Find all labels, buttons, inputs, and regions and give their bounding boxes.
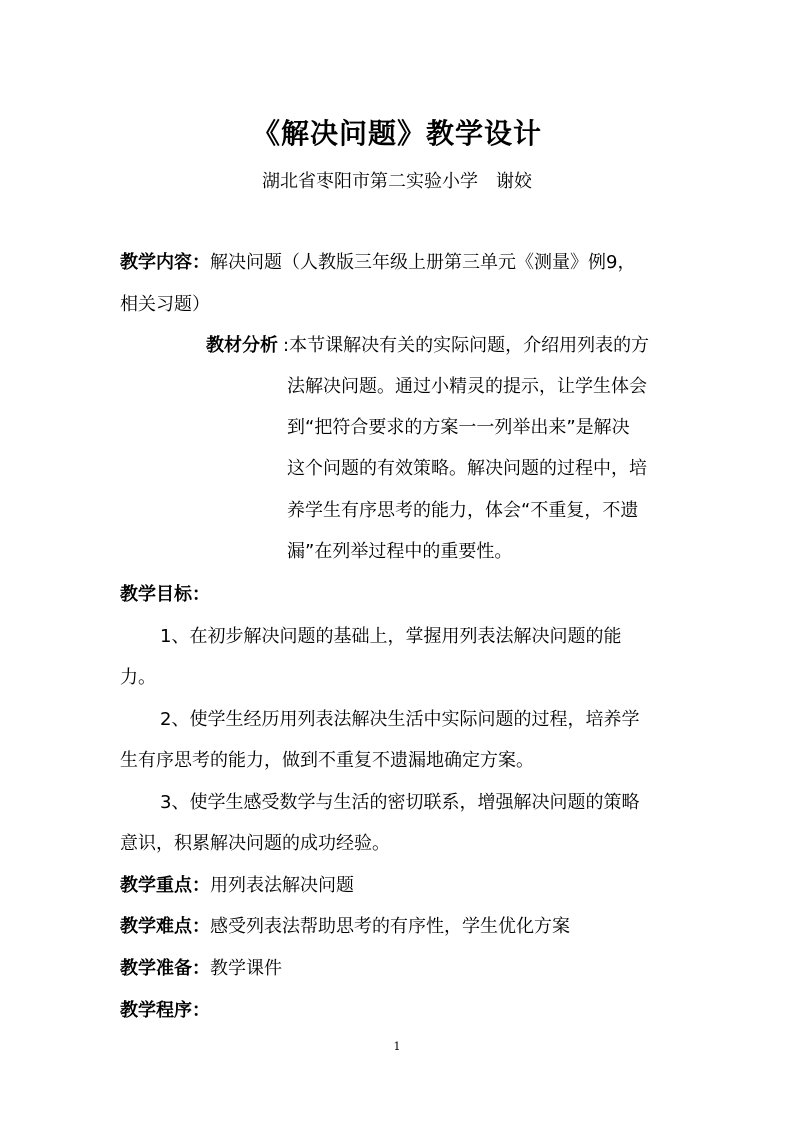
analysis-line-4: 这个问题的有效策略。解决问题的过程中，培: [287, 458, 647, 479]
content-text-1: 解决问题（人教版三年级上册第三单元《测量》例9，: [210, 252, 636, 273]
difficulty-text: 感受列表法帮助思考的有序性，学生优化方案: [210, 916, 570, 937]
analysis-line-5: 养学生有序思考的能力，体会“不重复，不遗: [287, 500, 639, 521]
goal-2-line-2: 生有序思考的能力，做到不重复不遗漏地确定方案。: [120, 750, 534, 771]
document-title: 《解决问题》教学设计: [251, 117, 542, 150]
key-point-line: [120, 874, 354, 898]
analysis-line-1: :本节课解决有关的实际问题，介绍用列表的方: [283, 335, 650, 356]
procedure-label: 教学程序：: [120, 1000, 210, 1021]
goal-3-line-2: 意识，积累解决问题的成功经验。: [120, 833, 390, 854]
content-line-1: [120, 251, 635, 275]
preparation-line: [120, 957, 282, 981]
goal-1-line-2: 力。: [120, 667, 156, 688]
key-point-text: 用列表法解决问题: [210, 875, 354, 896]
goal-3-line-1: 3、使学生感受数学与生活的密切联系，增强解决问题的策略: [160, 792, 640, 813]
author-line: 湖北省枣阳市第二实验小学 谢姣: [262, 171, 532, 192]
key-point-label: 教学重点：: [120, 875, 210, 896]
preparation-label: 教学准备：: [120, 958, 210, 979]
goal-1-line-1: 1、在初步解决问题的基础上，掌握用列表法解决问题的能: [160, 626, 622, 647]
page-number: 1: [393, 1040, 401, 1053]
analysis-line-3: 到“把符合要求的方案一一列举出来”是解决: [287, 417, 630, 438]
content-label: 教学内容：: [120, 252, 210, 273]
goal-2-line-1: 2、使学生经历用列表法解决生活中实际问题的过程，培养学: [160, 709, 640, 730]
difficulty-label: 教学难点：: [120, 916, 210, 937]
analysis-line-6: 漏”在列举过程中的重要性。: [287, 541, 513, 562]
analysis-label: 教材分析: [206, 335, 278, 356]
goals-label: 教学目标：: [120, 584, 210, 605]
preparation-text: 教学课件: [210, 958, 282, 979]
analysis-line-2: 法解决问题。通过小精灵的提示，让学生体会: [287, 376, 647, 397]
difficulty-line: [120, 915, 570, 939]
content-text-2: 相关习题）: [120, 294, 210, 315]
